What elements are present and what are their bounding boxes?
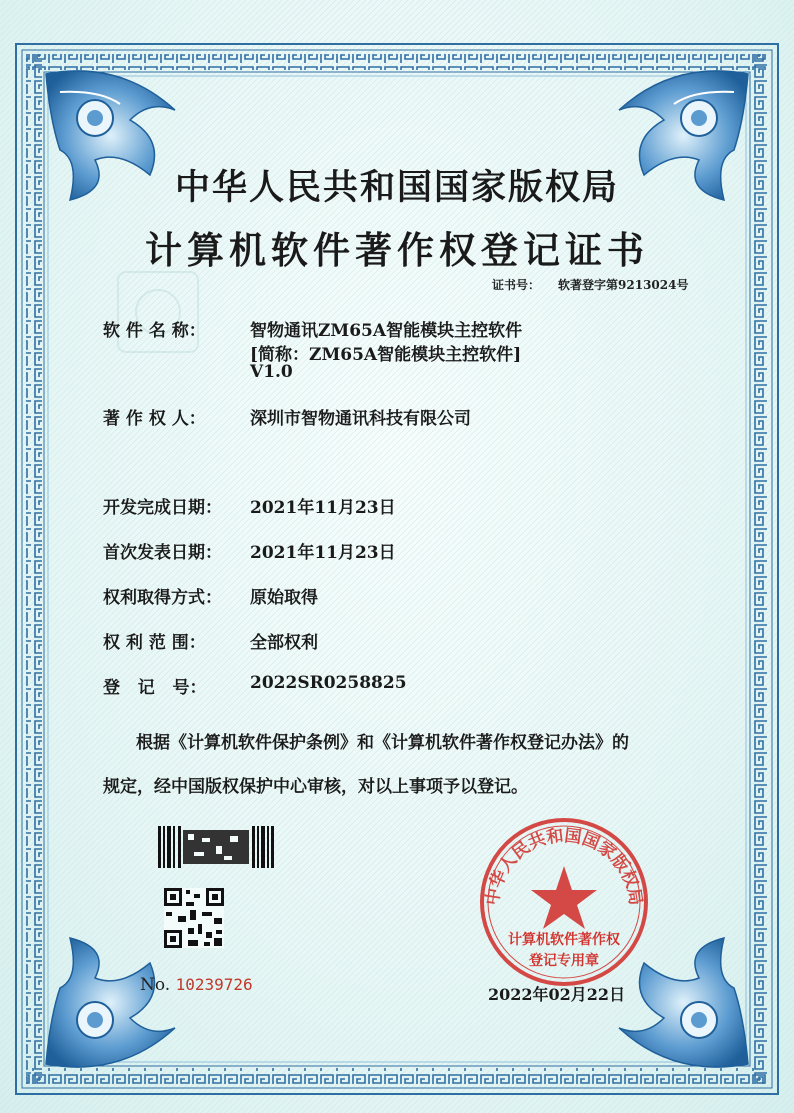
certificate-number <box>492 276 706 293</box>
publication-date-value: 2021年11月23日 <box>250 543 396 563</box>
software-short-name: [简称：ZM65A智能模块主控软件] <box>250 345 522 365</box>
development-date-value: 2021年11月23日 <box>250 498 396 518</box>
rights-scope-label: 权 利 范 围： <box>103 633 206 653</box>
statement-line-2: 规定，经中国版权保护中心审核，对以上事项予以登记。 <box>103 777 528 797</box>
issue-date: 2022年02月22日 <box>488 985 626 1004</box>
software-version: V1.0 <box>250 362 293 382</box>
software-name-label: 软 件 名 称： <box>103 321 206 341</box>
certificate-number-value: 软著登字第9213024号 <box>558 278 689 292</box>
serial-number <box>140 975 253 995</box>
publication-date-label: 首次发表日期： <box>103 543 222 563</box>
copyright-owner-value: 深圳市智物通讯科技有限公司 <box>250 409 471 429</box>
registration-number-label: 登 记 号： <box>103 678 207 698</box>
seal-inner-line-1: 计算机软件著作权 <box>508 932 620 948</box>
software-name-value: 智物通讯ZM65A智能模块主控软件 <box>250 321 523 341</box>
qr-code <box>164 888 224 948</box>
seal-ring-text: 中华人民共和国国家版权局 <box>482 825 646 907</box>
rights-scope-value: 全部权利 <box>250 633 318 653</box>
copyright-owner-label: 著 作 权 人： <box>103 409 206 429</box>
certificate-title: 计算机软件著作权登记证书 <box>145 228 649 272</box>
issuer-title: 中华人民共和国国家版权局 <box>174 167 619 208</box>
acquisition-method-value: 原始取得 <box>250 588 318 608</box>
statement-line-1: 根据《计算机软件保护条例》和《计算机软件著作权登记办法》的 <box>136 733 629 753</box>
registration-number-value: 2022SR0258825 <box>250 673 407 693</box>
certificate-number-label: 证书号： <box>492 278 541 292</box>
serial-value: 10239726 <box>175 975 253 994</box>
seal-inner-line-2: 登记专用章 <box>529 953 599 969</box>
serial-label: No. <box>140 975 171 995</box>
development-date-label: 开发完成日期： <box>103 498 222 518</box>
acquisition-method-label: 权利取得方式： <box>103 588 222 608</box>
